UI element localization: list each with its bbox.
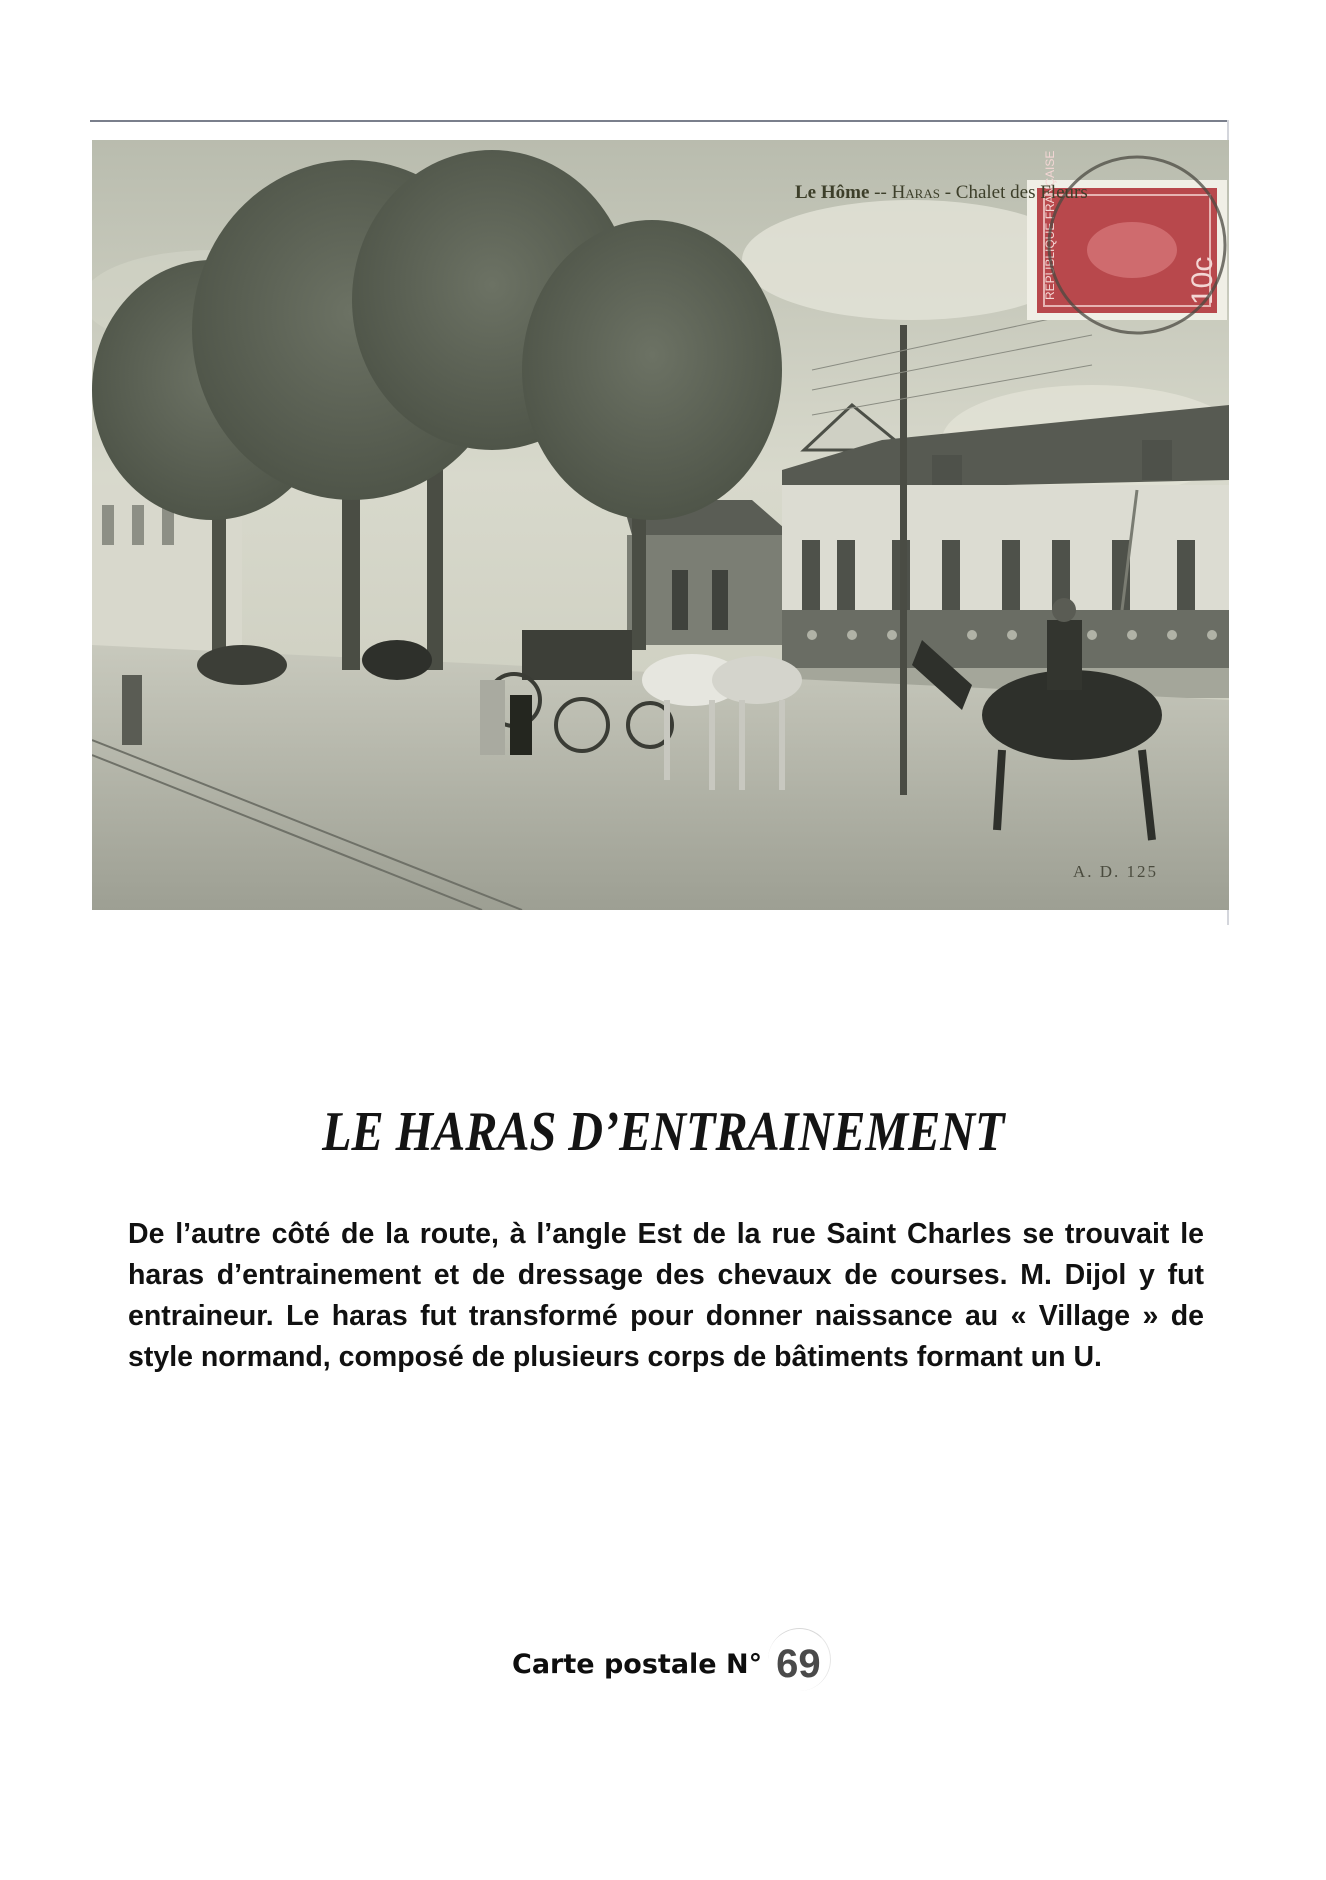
dormer [932, 455, 962, 485]
stamp-value: 10c [1186, 256, 1219, 305]
carriage [522, 630, 632, 680]
publisher-reference: A. D. 125 [1073, 862, 1159, 881]
caption-separator: - [939, 182, 956, 203]
caption-separator: -- [869, 182, 892, 203]
white-horse [712, 656, 802, 704]
middle-house [627, 535, 792, 645]
person [480, 680, 505, 755]
postcard-number-caption [512, 1642, 821, 1687]
rider [1047, 620, 1082, 690]
caption-subject: Haras [891, 182, 940, 203]
postcard-image [92, 140, 1229, 910]
child [510, 695, 532, 755]
caption-place: Le Hôme [795, 182, 870, 203]
decorative-fence [782, 610, 1229, 670]
page-title: LE HARAS D’ENTRAINEMENT [322, 1101, 1005, 1163]
horse [197, 645, 287, 685]
postcard-illustration [92, 140, 1229, 910]
caption-detail: Chalet des Fleurs [955, 182, 1088, 203]
postcard-number-label: Carte postale N° [512, 1649, 763, 1680]
article-body: De l’autre côté de la route, à l’angle Est de la rue Saint Charles se trouvait le haras d’entrainement et de dressage des chevaux de courses. M. Dijol y fut entraineur. Le haras fut transformé pour donner naissance au « Village » de style normand, composé de plusieurs corps de bâtiments formant un U. [128, 1218, 1204, 1373]
telegraph-pole [900, 325, 907, 795]
postcard-number: 69 [776, 1642, 821, 1686]
dormer [1142, 440, 1172, 480]
stamp-country: REPUBLIQUE FRANÇAISE [1043, 150, 1057, 300]
top-rule [90, 120, 1228, 122]
horse [362, 640, 432, 680]
postcard-caption [795, 182, 1088, 204]
person [122, 675, 142, 745]
